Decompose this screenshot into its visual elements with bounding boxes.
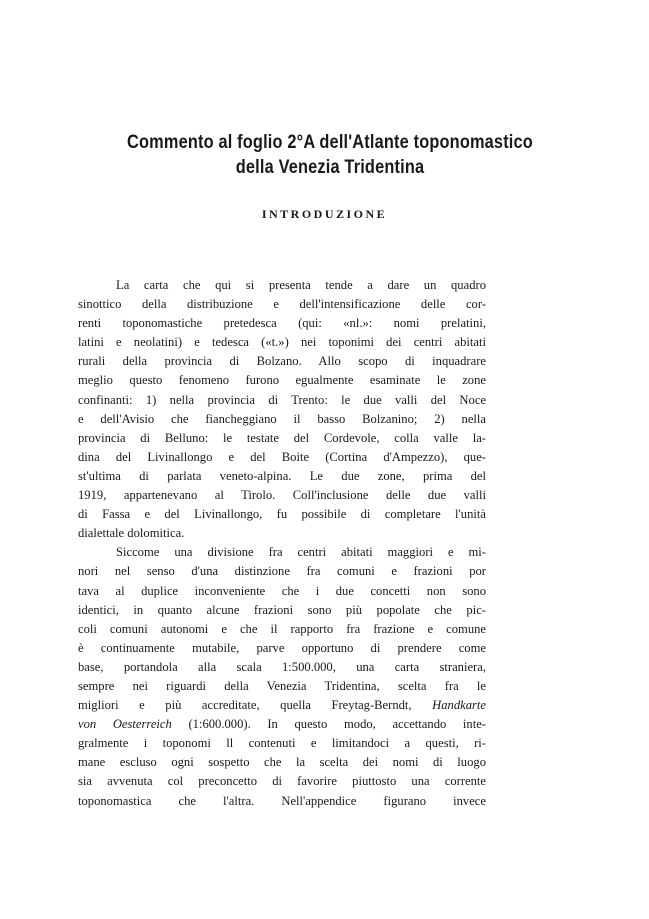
text-line: confinanti: 1) nella provincia di Trento: le due valli del Noce: [78, 392, 486, 407]
text-line: st'ultima di parlata veneto-alpina. Le due zone, prima del: [78, 468, 486, 483]
text-fragment: (1:600.000). In questo modo, accettando inte-: [188, 717, 486, 732]
text-line: latini e neolatini) e tedesca («t.») nei toponimi dei centri abitati: [78, 335, 486, 350]
text-line: sempre nei riguardi della Venezia Tridentina, scelta fra le: [78, 678, 486, 693]
text-line: dialettale dolomitica.: [78, 526, 185, 541]
body-text: [78, 276, 486, 811]
text-line: La carta che qui si presenta tende a dare un quadro: [116, 278, 486, 292]
text-line: renti toponomastiche pretedesca (qui: «nl.»: nomi prelatini,: [78, 316, 486, 331]
italic-book-title: Handkarte: [432, 698, 486, 713]
text-line: dina del Livinallongo e del Boite (Cortina d'Ampezzo), que-: [78, 449, 486, 464]
text-line: [78, 696, 486, 715]
text-line: mane escluso ogni sospetto che la scelta dei nomi di luogo: [78, 755, 486, 770]
text-line: meglio questo fenomeno furono egualmente esaminate le zone: [78, 373, 486, 388]
text-line: base, portandola alla scala 1:500.000, una carta straniera,: [78, 659, 486, 674]
text-line: [78, 715, 486, 734]
text-line: nori nel senso d'una distinzione fra comuni e frazioni por: [78, 564, 486, 579]
title-line-1: Commento al foglio 2°A dell'Atlante toponomastico: [127, 132, 533, 153]
text-line: 1919, appartenevano al Tirolo. Coll'inclusione delle due valli: [78, 488, 486, 503]
page-title: [98, 130, 562, 180]
text-line: di Fassa e del Livinallongo, fu possibile di completare l'unità: [78, 507, 486, 522]
text-fragment: migliori e più accreditate, quella Freytag-Berndt,: [78, 698, 433, 713]
text-line: tava al duplice inconveniente che i due concetti non sono: [78, 583, 486, 598]
text-line: rurali della provincia di Bolzano. Allo scopo di inquadrare: [78, 354, 486, 369]
text-line: toponomastica che l'altra. Nell'appendice figurano invece: [78, 793, 486, 808]
text-line: e dell'Avisio che fiancheggiano il basso Bolzanino; 2) nella: [78, 411, 486, 426]
italic-book-title: von Oesterreich: [78, 717, 172, 732]
text-line: sia avvenuta col preconcetto di favorire piuttosto una corrente: [78, 774, 486, 789]
text-line: gralmente i toponomi ll contenuti e limitandoci a questi, ri-: [78, 736, 486, 751]
text-line: provincia di Belluno: le testate del Cordevole, colla valle la-: [78, 430, 486, 445]
text-line: Siccome una divisione fra centri abitati maggiori e mi-: [116, 545, 486, 560]
section-heading: INTRODUZIONE: [261, 207, 388, 221]
title-line-2: della Venezia Tridentina: [235, 157, 425, 178]
text-line: è continuamente mutabile, parve opportuno di prendere come: [78, 640, 486, 655]
text-line: identici, in quanto alcune frazioni sono più popolate che pic-: [78, 602, 486, 617]
text-line: sinottico della distribuzione e dell'intensificazione delle cor-: [78, 297, 486, 312]
text-line: coli comuni autonomi e che il rapporto fra frazione e comune: [78, 621, 486, 636]
